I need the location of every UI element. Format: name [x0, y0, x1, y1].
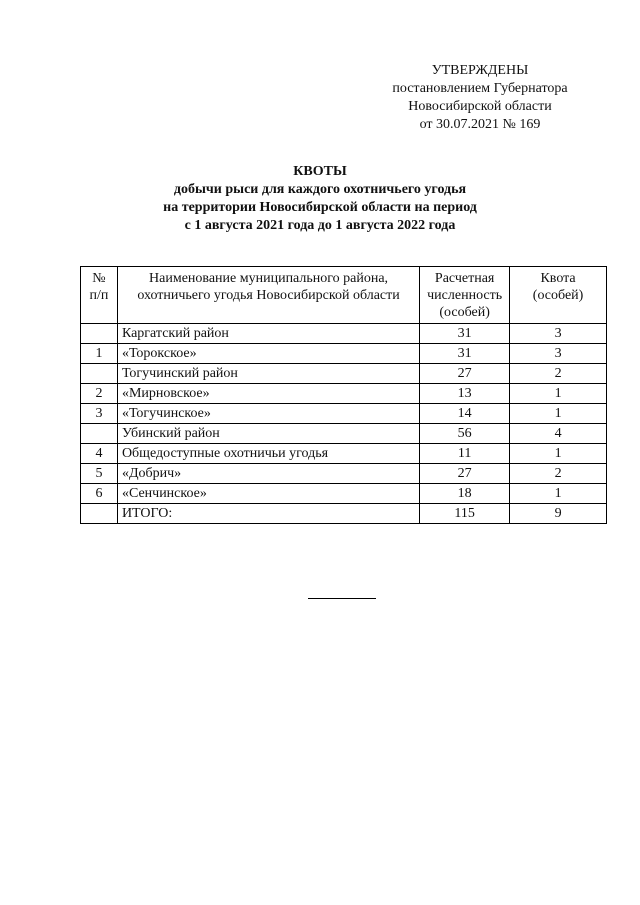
header-name-line2: охотничьего угодья Новосибирской области: [137, 288, 400, 303]
row-count: 13: [420, 384, 510, 404]
row-count: 27: [420, 364, 510, 384]
header-quota: [510, 267, 607, 324]
table-row: [81, 484, 607, 504]
table-row: [81, 404, 607, 424]
row-number: [81, 324, 118, 344]
header-quota-line2: (особей): [532, 288, 584, 303]
header-quota-line1: Квота: [540, 271, 576, 286]
approval-by: постановлением Губернатора: [392, 81, 568, 96]
row-number: [81, 424, 118, 444]
table-row: [81, 344, 607, 364]
header-count-line1: Расчетная: [434, 271, 495, 286]
row-number: 1: [81, 344, 118, 364]
row-quota: 2: [510, 364, 607, 384]
row-count: 31: [420, 324, 510, 344]
quota-table: [80, 266, 607, 524]
header-count: [420, 267, 510, 324]
row-quota: 1: [510, 384, 607, 404]
row-quota: 1: [510, 484, 607, 504]
row-quota: 1: [510, 444, 607, 464]
row-name: Общедоступные охотничьи угодья: [117, 444, 419, 464]
row-count: 27: [420, 464, 510, 484]
header-count-line2: численность: [427, 288, 503, 303]
table-header-row: [81, 267, 607, 324]
row-name: «Тогучинское»: [117, 404, 419, 424]
row-count: 18: [420, 484, 510, 504]
approval-heading: УТВЕРЖДЕНЫ: [431, 63, 529, 78]
table-row: [81, 424, 607, 444]
table-row: [81, 464, 607, 484]
document-title: [0, 163, 640, 235]
row-quota: 4: [510, 424, 607, 444]
header-number: [81, 267, 118, 324]
title-subtitle-3: с 1 августа 2021 года до 1 августа 2022 года: [184, 218, 456, 233]
row-quota: 3: [510, 324, 607, 344]
row-number: 4: [81, 444, 118, 464]
header-name-line1: Наименование муниципального района,: [149, 271, 389, 286]
row-count: 31: [420, 344, 510, 364]
row-name: «Сенчинское»: [117, 484, 419, 504]
table-row: [81, 364, 607, 384]
row-name: Каргатский район: [117, 324, 419, 344]
row-count: 115: [420, 504, 510, 524]
row-quota: 3: [510, 344, 607, 364]
row-number: 5: [81, 464, 118, 484]
row-name: «Добрич»: [117, 464, 419, 484]
header-count-line3: (особей): [439, 305, 490, 320]
row-count: 11: [420, 444, 510, 464]
end-divider: [308, 598, 376, 599]
title-subtitle-1: добычи рыси для каждого охотничьего угодья: [173, 182, 467, 197]
approval-region: Новосибирской области: [408, 99, 552, 114]
table-row: [81, 384, 607, 404]
row-name: Тогучинский район: [117, 364, 419, 384]
row-name: «Мирновское»: [117, 384, 419, 404]
row-number: 2: [81, 384, 118, 404]
row-quota: 2: [510, 464, 607, 484]
table-row: [81, 444, 607, 464]
header-number-line2: п/п: [89, 288, 109, 303]
approval-block: [360, 62, 600, 134]
row-count: 14: [420, 404, 510, 424]
table-total-row: [81, 504, 607, 524]
title-subtitle-2: на территории Новосибирской области на период: [163, 200, 477, 215]
row-count: 56: [420, 424, 510, 444]
table-row: [81, 324, 607, 344]
approval-date-number: от 30.07.2021 № 169: [419, 117, 541, 132]
row-name: ИТОГО:: [117, 504, 419, 524]
header-name: [117, 267, 419, 324]
row-quota: 1: [510, 404, 607, 424]
row-number: [81, 504, 118, 524]
row-number: 3: [81, 404, 118, 424]
title-heading: КВОТЫ: [293, 164, 347, 179]
row-name: «Торокское»: [117, 344, 419, 364]
header-number-line1: №: [92, 271, 106, 286]
row-number: [81, 364, 118, 384]
row-name: Убинский район: [117, 424, 419, 444]
row-quota: 9: [510, 504, 607, 524]
row-number: 6: [81, 484, 118, 504]
